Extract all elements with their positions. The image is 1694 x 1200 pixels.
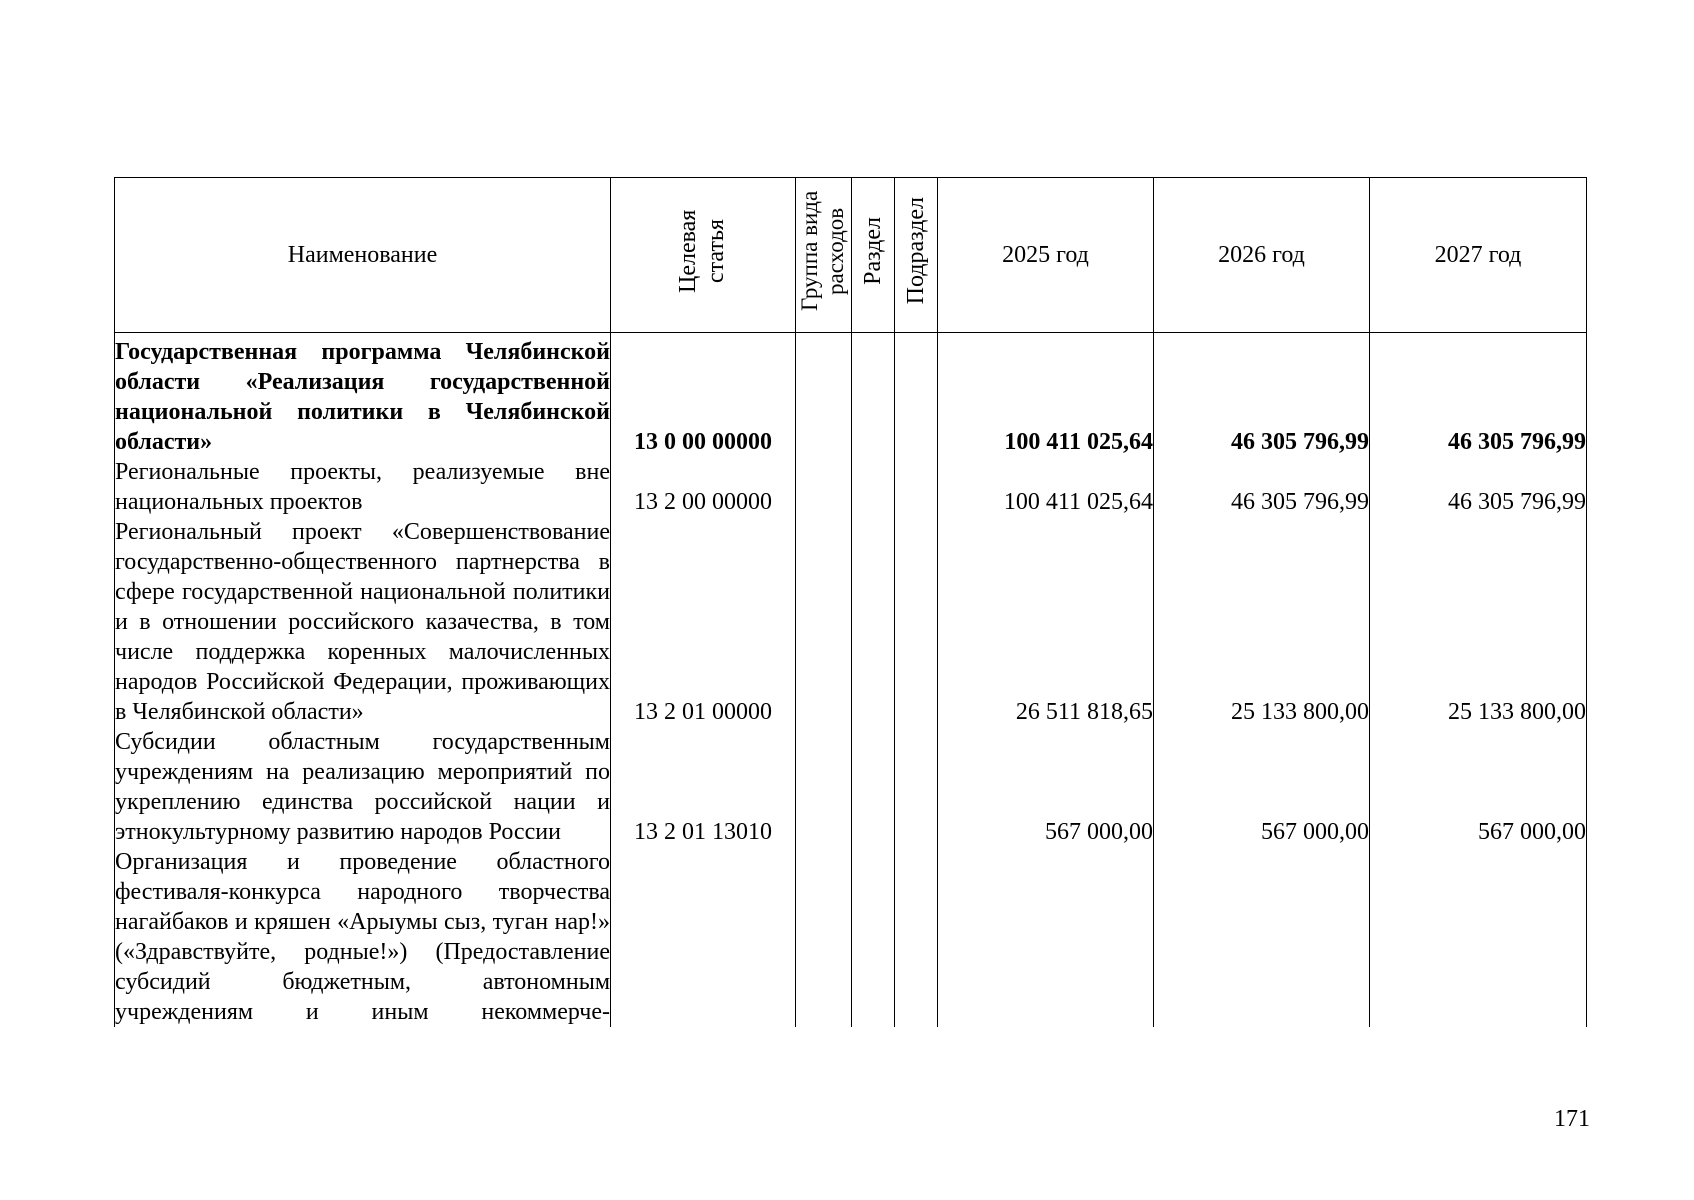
table-row bbox=[115, 517, 1587, 727]
row-name: Государственная программа Челябинской области «Реализация государственной национальной политики в Челябинской области» bbox=[115, 333, 611, 458]
row-code: 13 2 01 13010 bbox=[611, 727, 796, 847]
page-number: 171 bbox=[1554, 1106, 1590, 1132]
row-amount-2026: 46 305 796,99 bbox=[1154, 457, 1370, 517]
table-row bbox=[115, 847, 1587, 1027]
row-code bbox=[611, 847, 796, 1027]
header-name: Наименование bbox=[115, 178, 611, 333]
row-amount-2027: 46 305 796,99 bbox=[1370, 333, 1587, 458]
table-row bbox=[115, 727, 1587, 847]
row-expense-group bbox=[796, 517, 852, 727]
budget-table bbox=[114, 177, 1587, 1027]
row-expense-group bbox=[796, 727, 852, 847]
header-subsection: Подраздел bbox=[895, 178, 938, 333]
row-name: Субсидии областным государственным учреждениям на реализацию мероприятий по укреплению единства российской нации и этнокультурному развитию народов России bbox=[115, 729, 610, 845]
row-amount-2026: 25 133 800,00 bbox=[1154, 517, 1370, 727]
header-section: Раздел bbox=[852, 178, 895, 333]
row-amount-2026 bbox=[1154, 847, 1370, 1027]
table-row bbox=[115, 333, 1587, 458]
row-code: 13 2 01 00000 bbox=[611, 517, 796, 727]
header-expense-group: Группа вида расходов bbox=[796, 178, 852, 333]
row-amount-2027: 567 000,00 bbox=[1370, 727, 1587, 847]
row-amount-2026: 567 000,00 bbox=[1154, 727, 1370, 847]
row-amount-2025 bbox=[938, 847, 1154, 1027]
header-year-2026: 2026 год bbox=[1154, 178, 1370, 333]
row-subsection bbox=[895, 457, 938, 517]
row-amount-2026: 46 305 796,99 bbox=[1154, 333, 1370, 458]
row-amount-2027 bbox=[1370, 847, 1587, 1027]
row-subsection bbox=[895, 727, 938, 847]
header-year-2025: 2025 год bbox=[938, 178, 1154, 333]
row-section bbox=[852, 727, 895, 847]
row-name: Региональный проект «Совершенствование государственно-общественного партнерства в сфере государственной национальной политики и в отношении российского казачества, в том числе поддержка коренных малочисленных народов Российской Федерации, проживающих в Челябинской области» bbox=[115, 519, 610, 725]
row-amount-2027: 46 305 796,99 bbox=[1370, 457, 1587, 517]
table-row bbox=[115, 457, 1587, 517]
row-subsection bbox=[895, 333, 938, 458]
row-section bbox=[852, 333, 895, 458]
row-amount-2025: 100 411 025,64 bbox=[938, 333, 1154, 458]
row-name: Организация и проведение областного фестиваля-конкурса народного творчества нагайбаков и кряшен «Арыумы сыз, туган нар!» («Здравствуйте, родные!») (Предоставление субсидий бюджетным, автономным учреждениям и иным некоммерче- bbox=[115, 849, 610, 1025]
row-section bbox=[852, 847, 895, 1027]
row-amount-2025: 26 511 818,65 bbox=[938, 517, 1154, 727]
row-amount-2025: 567 000,00 bbox=[938, 727, 1154, 847]
row-name: Региональные проекты, реализуемые вне национальных проектов bbox=[115, 459, 610, 515]
row-expense-group bbox=[796, 333, 852, 458]
row-expense-group bbox=[796, 847, 852, 1027]
header-year-2027: 2027 год bbox=[1370, 178, 1587, 333]
row-code: 13 0 00 00000 bbox=[611, 333, 796, 458]
row-amount-2025: 100 411 025,64 bbox=[938, 457, 1154, 517]
row-section bbox=[852, 457, 895, 517]
table-header-row bbox=[115, 178, 1587, 333]
row-expense-group bbox=[796, 457, 852, 517]
row-section bbox=[852, 517, 895, 727]
row-code: 13 2 00 00000 bbox=[611, 457, 796, 517]
header-target-article: Целевая статья bbox=[611, 178, 796, 333]
row-subsection bbox=[895, 847, 938, 1027]
row-subsection bbox=[895, 517, 938, 727]
row-amount-2027: 25 133 800,00 bbox=[1370, 517, 1587, 727]
